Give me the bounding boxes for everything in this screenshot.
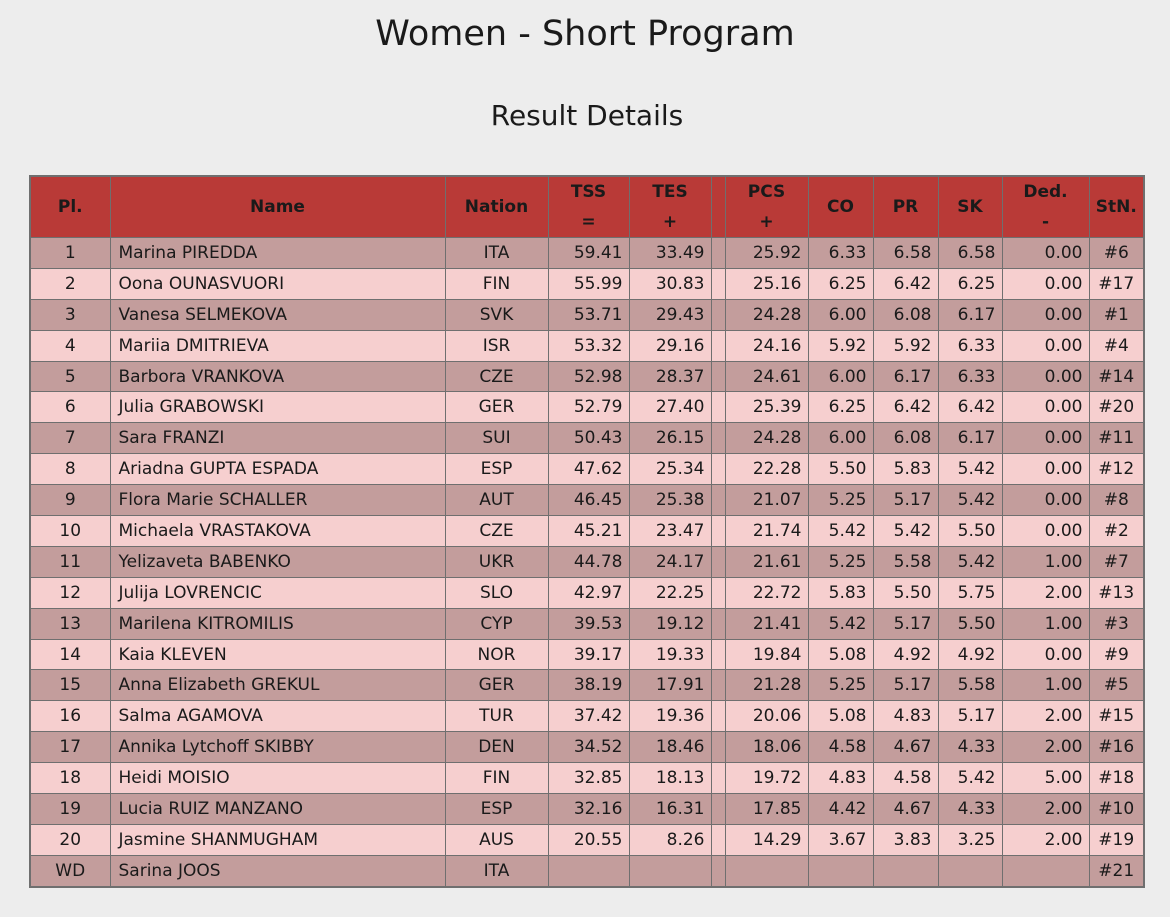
cell-nation: AUS xyxy=(445,824,548,855)
cell-co: 6.00 xyxy=(808,361,873,392)
header-row xyxy=(30,176,1144,238)
cell-pcs: 19.72 xyxy=(725,763,808,794)
cell-sk: 5.17 xyxy=(938,701,1002,732)
cell-co: 6.25 xyxy=(808,392,873,423)
cell-nation: ISR xyxy=(445,330,548,361)
cell-deductions: 0.00 xyxy=(1002,454,1089,485)
cell-pcs: 20.06 xyxy=(725,701,808,732)
cell-gap xyxy=(711,546,725,577)
cell-pr: 5.17 xyxy=(873,608,938,639)
cell-pr: 4.92 xyxy=(873,639,938,670)
cell-pcs: 25.39 xyxy=(725,392,808,423)
cell-co: 5.08 xyxy=(808,701,873,732)
cell-sk: 5.42 xyxy=(938,546,1002,577)
page-subtitle: Result Details xyxy=(490,99,684,132)
cell-tss: 37.42 xyxy=(548,701,629,732)
cell-start-number: #12 xyxy=(1089,454,1144,485)
cell-tss: 42.97 xyxy=(548,577,629,608)
cell-nation: ITA xyxy=(445,855,548,886)
cell-co: 5.08 xyxy=(808,639,873,670)
table-row xyxy=(30,423,1144,454)
cell-place: 16 xyxy=(30,701,110,732)
col-header-start-number: StN. xyxy=(1089,176,1144,238)
cell-start-number: #4 xyxy=(1089,330,1144,361)
cell-pcs: 25.16 xyxy=(725,268,808,299)
cell-name: Anna Elizabeth GREKUL xyxy=(110,670,445,701)
cell-name: Julija LOVRENCIC xyxy=(110,577,445,608)
col-header-pcs-label: PCS xyxy=(747,182,786,202)
cell-co: 6.00 xyxy=(808,299,873,330)
cell-tes: 26.15 xyxy=(629,423,711,454)
table-row xyxy=(30,763,1144,794)
cell-deductions: 2.00 xyxy=(1002,824,1089,855)
cell-start-number: #13 xyxy=(1089,577,1144,608)
cell-nation: DEN xyxy=(445,732,548,763)
cell-tes: 29.43 xyxy=(629,299,711,330)
cell-tes: 18.13 xyxy=(629,763,711,794)
cell-pcs: 21.28 xyxy=(725,670,808,701)
cell-pr: 6.42 xyxy=(873,392,938,423)
cell-gap xyxy=(711,454,725,485)
col-header-nation: Nation xyxy=(445,176,548,238)
cell-pr: 6.08 xyxy=(873,423,938,454)
cell-pcs: 21.61 xyxy=(725,546,808,577)
cell-tss: 38.19 xyxy=(548,670,629,701)
cell-start-number: #10 xyxy=(1089,794,1144,825)
cell-pr: 3.83 xyxy=(873,824,938,855)
col-header-place: Pl. xyxy=(30,176,110,238)
cell-pr: 6.42 xyxy=(873,268,938,299)
cell-tes: 19.12 xyxy=(629,608,711,639)
cell-start-number: #7 xyxy=(1089,546,1144,577)
cell-deductions: 2.00 xyxy=(1002,732,1089,763)
cell-deductions: 1.00 xyxy=(1002,546,1089,577)
cell-gap xyxy=(711,238,725,269)
cell-tes: 27.40 xyxy=(629,392,711,423)
cell-tss: 20.55 xyxy=(548,824,629,855)
cell-tss: 50.43 xyxy=(548,423,629,454)
cell-nation: SVK xyxy=(445,299,548,330)
cell-start-number: #16 xyxy=(1089,732,1144,763)
cell-pr: 4.58 xyxy=(873,763,938,794)
table-row xyxy=(30,485,1144,516)
cell-nation: GER xyxy=(445,392,548,423)
cell-tss: 52.79 xyxy=(548,392,629,423)
cell-deductions: 0.00 xyxy=(1002,639,1089,670)
cell-sk: 6.25 xyxy=(938,268,1002,299)
cell-tes: 29.16 xyxy=(629,330,711,361)
table-row xyxy=(30,546,1144,577)
cell-start-number: #1 xyxy=(1089,299,1144,330)
cell-name: Julia GRABOWSKI xyxy=(110,392,445,423)
table-row xyxy=(30,824,1144,855)
col-header-deductions xyxy=(1002,176,1089,238)
cell-name: Jasmine SHANMUGHAM xyxy=(110,824,445,855)
cell-tss: 55.99 xyxy=(548,268,629,299)
cell-co: 5.92 xyxy=(808,330,873,361)
cell-pr: 5.17 xyxy=(873,485,938,516)
cell-pcs: 21.41 xyxy=(725,608,808,639)
col-header-pr: PR xyxy=(873,176,938,238)
cell-deductions: 0.00 xyxy=(1002,361,1089,392)
col-header-tss xyxy=(548,176,629,238)
cell-sk: 5.42 xyxy=(938,454,1002,485)
cell-place: 20 xyxy=(30,824,110,855)
cell-place: 1 xyxy=(30,238,110,269)
cell-start-number: #14 xyxy=(1089,361,1144,392)
cell-place: 10 xyxy=(30,516,110,547)
cell-pcs: 24.16 xyxy=(725,330,808,361)
cell-deductions: 1.00 xyxy=(1002,670,1089,701)
cell-tes: 8.26 xyxy=(629,824,711,855)
cell-nation: NOR xyxy=(445,639,548,670)
table-row xyxy=(30,516,1144,547)
cell-start-number: #5 xyxy=(1089,670,1144,701)
results-body xyxy=(30,238,1144,887)
cell-gap xyxy=(711,794,725,825)
cell-deductions: 5.00 xyxy=(1002,763,1089,794)
cell-sk: 5.42 xyxy=(938,485,1002,516)
cell-tes: 24.17 xyxy=(629,546,711,577)
cell-deductions: 2.00 xyxy=(1002,577,1089,608)
cell-tss: 46.45 xyxy=(548,485,629,516)
cell-gap xyxy=(711,639,725,670)
cell-deductions: 0.00 xyxy=(1002,299,1089,330)
cell-start-number: #19 xyxy=(1089,824,1144,855)
cell-place: 13 xyxy=(30,608,110,639)
col-header-gap xyxy=(711,176,725,238)
cell-deductions: 0.00 xyxy=(1002,423,1089,454)
cell-tss: 32.85 xyxy=(548,763,629,794)
col-header-tss-label: TSS xyxy=(570,182,607,202)
cell-deductions: 0.00 xyxy=(1002,392,1089,423)
cell-nation: SUI xyxy=(445,423,548,454)
cell-nation: TUR xyxy=(445,701,548,732)
cell-pr: 6.58 xyxy=(873,238,938,269)
col-header-co: CO xyxy=(808,176,873,238)
cell-start-number: #11 xyxy=(1089,423,1144,454)
col-header-tes-sub: + xyxy=(662,212,678,232)
cell-co: 5.42 xyxy=(808,608,873,639)
table-row xyxy=(30,855,1144,886)
cell-tss: 45.21 xyxy=(548,516,629,547)
cell-start-number: #8 xyxy=(1089,485,1144,516)
cell-co: 5.25 xyxy=(808,670,873,701)
cell-name: Lucia RUIZ MANZANO xyxy=(110,794,445,825)
cell-name: Vanesa SELMEKOVA xyxy=(110,299,445,330)
cell-start-number: #6 xyxy=(1089,238,1144,269)
cell-gap xyxy=(711,670,725,701)
cell-nation: UKR xyxy=(445,546,548,577)
cell-pcs: 14.29 xyxy=(725,824,808,855)
cell-name: Flora Marie SCHALLER xyxy=(110,485,445,516)
cell-co: 5.42 xyxy=(808,516,873,547)
cell-tes: 25.38 xyxy=(629,485,711,516)
cell-co: 4.42 xyxy=(808,794,873,825)
cell-sk: 5.58 xyxy=(938,670,1002,701)
cell-start-number: #9 xyxy=(1089,639,1144,670)
cell-tss: 53.71 xyxy=(548,299,629,330)
cell-tss: 44.78 xyxy=(548,546,629,577)
cell-gap xyxy=(711,268,725,299)
cell-pcs: 22.72 xyxy=(725,577,808,608)
cell-sk: 6.42 xyxy=(938,392,1002,423)
cell-nation: FIN xyxy=(445,763,548,794)
cell-pr: 4.83 xyxy=(873,701,938,732)
cell-name: Oona OUNASVUORI xyxy=(110,268,445,299)
cell-pr: 5.17 xyxy=(873,670,938,701)
col-header-tes xyxy=(629,176,711,238)
cell-pr: 5.92 xyxy=(873,330,938,361)
cell-name: Mariia DMITRIEVA xyxy=(110,330,445,361)
cell-place: WD xyxy=(30,855,110,886)
cell-co: 6.00 xyxy=(808,423,873,454)
cell-place: 19 xyxy=(30,794,110,825)
cell-sk xyxy=(938,855,1002,886)
cell-sk: 4.33 xyxy=(938,732,1002,763)
cell-tss: 47.62 xyxy=(548,454,629,485)
results-table xyxy=(29,175,1145,888)
table-row xyxy=(30,732,1144,763)
cell-co: 6.33 xyxy=(808,238,873,269)
cell-tss: 59.41 xyxy=(548,238,629,269)
cell-tes: 22.25 xyxy=(629,577,711,608)
cell-pcs: 21.07 xyxy=(725,485,808,516)
cell-nation: CYP xyxy=(445,608,548,639)
cell-co: 3.67 xyxy=(808,824,873,855)
cell-name: Barbora VRANKOVA xyxy=(110,361,445,392)
table-row xyxy=(30,639,1144,670)
cell-co: 6.25 xyxy=(808,268,873,299)
cell-sk: 5.50 xyxy=(938,516,1002,547)
cell-pcs: 24.28 xyxy=(725,423,808,454)
cell-deductions: 2.00 xyxy=(1002,701,1089,732)
cell-pcs: 18.06 xyxy=(725,732,808,763)
cell-deductions xyxy=(1002,855,1089,886)
cell-start-number: #2 xyxy=(1089,516,1144,547)
cell-place: 9 xyxy=(30,485,110,516)
cell-tss xyxy=(548,855,629,886)
cell-place: 15 xyxy=(30,670,110,701)
cell-nation: ESP xyxy=(445,794,548,825)
cell-sk: 6.33 xyxy=(938,330,1002,361)
cell-place: 5 xyxy=(30,361,110,392)
cell-deductions: 1.00 xyxy=(1002,608,1089,639)
cell-nation: CZE xyxy=(445,361,548,392)
cell-nation: ESP xyxy=(445,454,548,485)
cell-tss: 39.17 xyxy=(548,639,629,670)
table-row xyxy=(30,577,1144,608)
cell-place: 8 xyxy=(30,454,110,485)
cell-gap xyxy=(711,577,725,608)
cell-place: 17 xyxy=(30,732,110,763)
cell-tss: 32.16 xyxy=(548,794,629,825)
cell-name: Marilena KITROMILIS xyxy=(110,608,445,639)
table-row xyxy=(30,392,1144,423)
table-row xyxy=(30,330,1144,361)
cell-gap xyxy=(711,824,725,855)
cell-sk: 6.17 xyxy=(938,423,1002,454)
cell-deductions: 0.00 xyxy=(1002,516,1089,547)
col-header-name: Name xyxy=(110,176,445,238)
cell-start-number: #15 xyxy=(1089,701,1144,732)
cell-gap xyxy=(711,608,725,639)
table-row xyxy=(30,701,1144,732)
cell-pr: 4.67 xyxy=(873,794,938,825)
cell-pcs: 22.28 xyxy=(725,454,808,485)
cell-nation: FIN xyxy=(445,268,548,299)
cell-sk: 4.33 xyxy=(938,794,1002,825)
cell-co: 5.50 xyxy=(808,454,873,485)
cell-pcs xyxy=(725,855,808,886)
cell-nation: ITA xyxy=(445,238,548,269)
cell-co: 4.83 xyxy=(808,763,873,794)
cell-sk: 6.33 xyxy=(938,361,1002,392)
table-row xyxy=(30,238,1144,269)
col-header-pcs xyxy=(725,176,808,238)
page-title: Women - Short Program xyxy=(375,14,795,54)
cell-tes: 30.83 xyxy=(629,268,711,299)
table-row xyxy=(30,670,1144,701)
cell-deductions: 0.00 xyxy=(1002,268,1089,299)
cell-nation: AUT xyxy=(445,485,548,516)
cell-pcs: 19.84 xyxy=(725,639,808,670)
cell-tes: 28.37 xyxy=(629,361,711,392)
cell-gap xyxy=(711,701,725,732)
cell-tes: 17.91 xyxy=(629,670,711,701)
cell-tes: 25.34 xyxy=(629,454,711,485)
cell-sk: 3.25 xyxy=(938,824,1002,855)
cell-deductions: 0.00 xyxy=(1002,330,1089,361)
cell-pr: 5.83 xyxy=(873,454,938,485)
cell-gap xyxy=(711,361,725,392)
table-row xyxy=(30,608,1144,639)
cell-tes: 18.46 xyxy=(629,732,711,763)
cell-sk: 5.75 xyxy=(938,577,1002,608)
cell-tss: 52.98 xyxy=(548,361,629,392)
cell-pcs: 21.74 xyxy=(725,516,808,547)
col-header-ded-sub: - xyxy=(1041,212,1050,232)
col-header-pcs-sub: + xyxy=(759,212,774,232)
table-row xyxy=(30,268,1144,299)
cell-place: 6 xyxy=(30,392,110,423)
cell-pr: 6.17 xyxy=(873,361,938,392)
cell-co xyxy=(808,855,873,886)
cell-pr: 4.67 xyxy=(873,732,938,763)
cell-start-number: #18 xyxy=(1089,763,1144,794)
cell-tes: 33.49 xyxy=(629,238,711,269)
cell-gap xyxy=(711,392,725,423)
cell-gap xyxy=(711,423,725,454)
col-header-tes-label: TES xyxy=(652,182,688,202)
cell-co: 5.25 xyxy=(808,546,873,577)
cell-place: 14 xyxy=(30,639,110,670)
cell-name: Salma AGAMOVA xyxy=(110,701,445,732)
cell-name: Michaela VRASTAKOVA xyxy=(110,516,445,547)
cell-deductions: 0.00 xyxy=(1002,238,1089,269)
cell-pcs: 17.85 xyxy=(725,794,808,825)
cell-name: Yelizaveta BABENKO xyxy=(110,546,445,577)
cell-start-number: #17 xyxy=(1089,268,1144,299)
cell-gap xyxy=(711,763,725,794)
cell-start-number: #3 xyxy=(1089,608,1144,639)
cell-sk: 6.17 xyxy=(938,299,1002,330)
cell-place: 18 xyxy=(30,763,110,794)
cell-nation: CZE xyxy=(445,516,548,547)
cell-place: 4 xyxy=(30,330,110,361)
cell-pr: 5.50 xyxy=(873,577,938,608)
cell-place: 7 xyxy=(30,423,110,454)
cell-name: Annika Lytchoff SKIBBY xyxy=(110,732,445,763)
cell-tes: 19.36 xyxy=(629,701,711,732)
cell-gap xyxy=(711,299,725,330)
table-row xyxy=(30,299,1144,330)
table-row xyxy=(30,794,1144,825)
cell-gap xyxy=(711,330,725,361)
table-row xyxy=(30,454,1144,485)
cell-tss: 39.53 xyxy=(548,608,629,639)
cell-pcs: 25.92 xyxy=(725,238,808,269)
cell-tes xyxy=(629,855,711,886)
col-header-tss-sub: = xyxy=(581,212,596,232)
col-header-sk: SK xyxy=(938,176,1002,238)
cell-co: 5.83 xyxy=(808,577,873,608)
cell-name: Heidi MOISIO xyxy=(110,763,445,794)
cell-pcs: 24.61 xyxy=(725,361,808,392)
cell-nation: GER xyxy=(445,670,548,701)
cell-place: 11 xyxy=(30,546,110,577)
cell-sk: 5.50 xyxy=(938,608,1002,639)
cell-pr: 5.58 xyxy=(873,546,938,577)
cell-gap xyxy=(711,732,725,763)
cell-gap xyxy=(711,485,725,516)
cell-name: Marina PIREDDA xyxy=(110,238,445,269)
cell-sk: 6.58 xyxy=(938,238,1002,269)
cell-pcs: 24.28 xyxy=(725,299,808,330)
cell-sk: 4.92 xyxy=(938,639,1002,670)
cell-start-number: #21 xyxy=(1089,855,1144,886)
cell-name: Kaia KLEVEN xyxy=(110,639,445,670)
cell-nation: SLO xyxy=(445,577,548,608)
cell-deductions: 0.00 xyxy=(1002,485,1089,516)
cell-gap xyxy=(711,855,725,886)
cell-name: Sarina JOOS xyxy=(110,855,445,886)
cell-start-number: #20 xyxy=(1089,392,1144,423)
col-header-ded-label: Ded. xyxy=(1023,182,1068,202)
cell-name: Sara FRANZI xyxy=(110,423,445,454)
cell-pr: 6.08 xyxy=(873,299,938,330)
cell-pr: 5.42 xyxy=(873,516,938,547)
cell-sk: 5.42 xyxy=(938,763,1002,794)
cell-co: 4.58 xyxy=(808,732,873,763)
cell-tss: 34.52 xyxy=(548,732,629,763)
cell-place: 2 xyxy=(30,268,110,299)
cell-deductions: 2.00 xyxy=(1002,794,1089,825)
cell-tes: 16.31 xyxy=(629,794,711,825)
cell-co: 5.25 xyxy=(808,485,873,516)
cell-name: Ariadna GUPTA ESPADA xyxy=(110,454,445,485)
cell-place: 3 xyxy=(30,299,110,330)
cell-pr xyxy=(873,855,938,886)
cell-tes: 23.47 xyxy=(629,516,711,547)
cell-gap xyxy=(711,516,725,547)
cell-tss: 53.32 xyxy=(548,330,629,361)
cell-place: 12 xyxy=(30,577,110,608)
cell-tes: 19.33 xyxy=(629,639,711,670)
table-row xyxy=(30,361,1144,392)
